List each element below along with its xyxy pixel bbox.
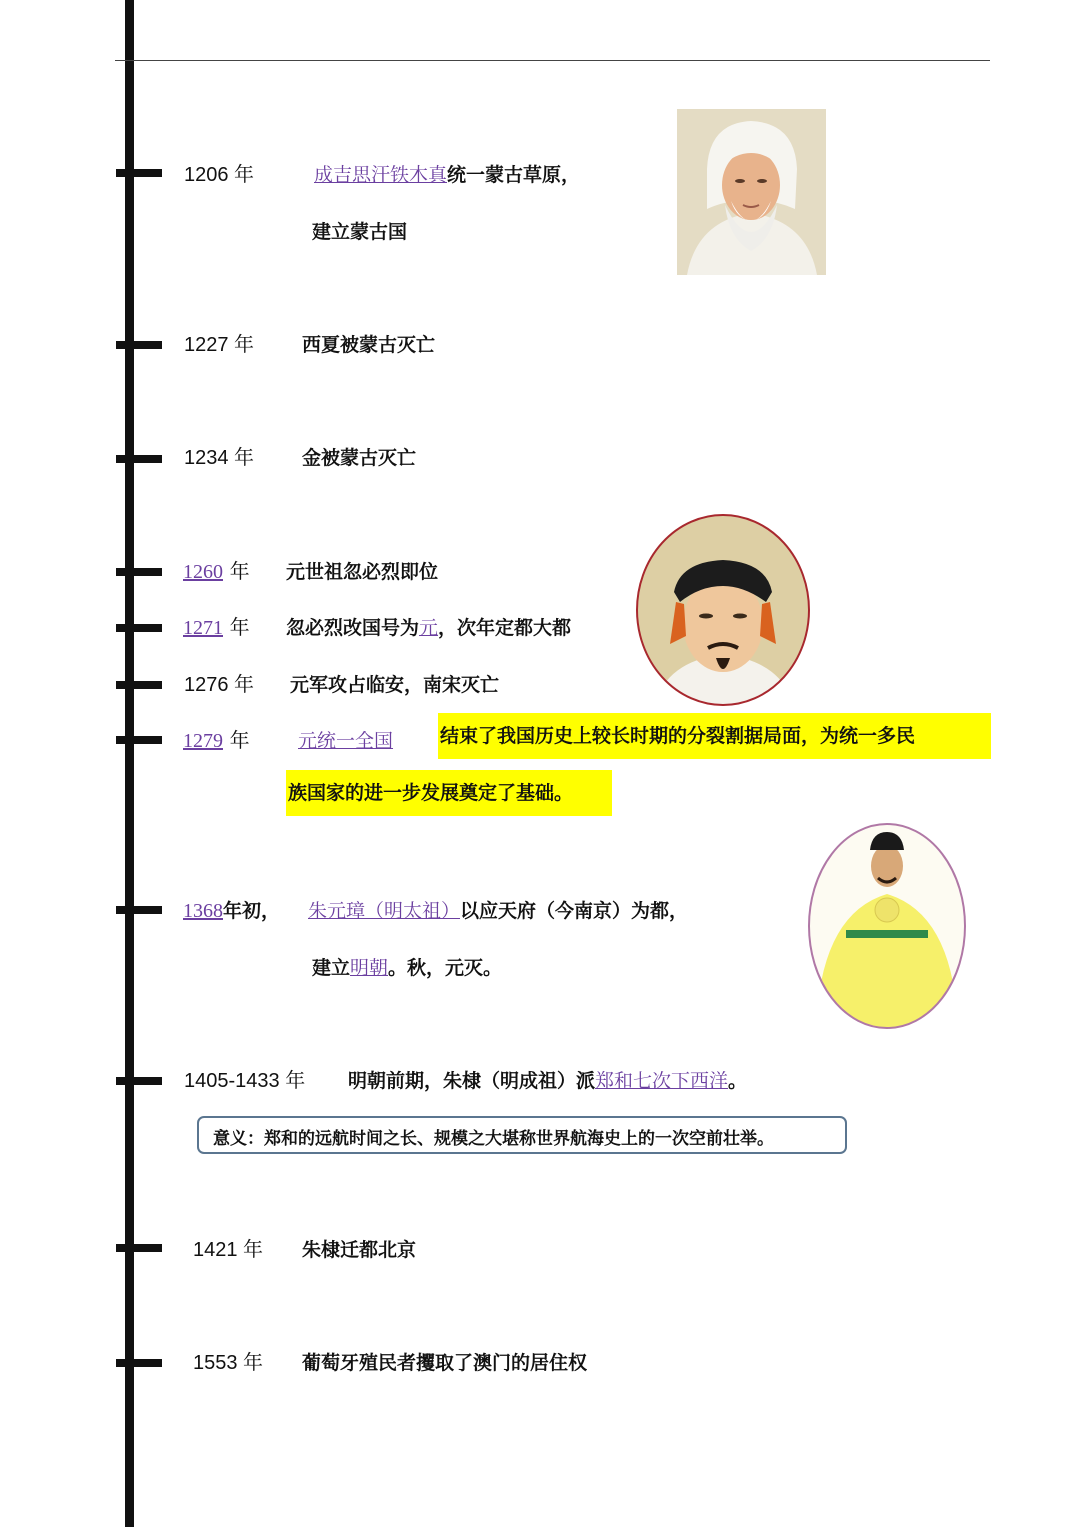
event-1368 [183,898,280,924]
event-year: 1234 年 [184,447,255,469]
kublai-khan-portrait [634,512,812,708]
significance-text: 意义：郑和的远航时间之长、规模之大堪称世界航海史上的一次空前壮举。 [213,1129,774,1149]
event-1206-line2: 建立蒙古国 [312,221,408,243]
year-1368-link[interactable]: 1368 [183,900,223,922]
event-1234 [184,445,254,471]
event-1271-text [286,615,571,641]
year-1260-link[interactable]: 1260 [183,561,223,583]
event-text: 建立 [312,957,351,979]
event-1553-text: 葡萄牙殖民者攫取了澳门的居住权 [302,1352,588,1374]
zhu-yuanzhang-portrait [806,822,968,1030]
ming-dynasty-link[interactable]: 明朝 [350,957,389,979]
significance-box [197,1116,847,1154]
timeline-axis [125,0,134,1527]
event-year: 1553 年 [193,1352,264,1374]
timeline-tick [116,681,162,689]
event-year: 1276 年 [184,674,255,696]
timeline-tick [116,169,162,177]
event-1206 [184,162,254,188]
timeline-tick [116,624,162,632]
event-text: 忽必烈改国号为 [286,617,420,639]
event-text: 以应天府（今南京）为都， [460,900,689,922]
event-1276-text: 元军攻占临安，南宋灭亡 [290,674,500,696]
event-1368-text [308,898,688,924]
timeline-tick [116,736,162,744]
event-text: ，次年定都大都 [438,617,572,639]
event-year-suffix: 年初， [223,900,281,922]
event-year-suffix: 年 [229,730,250,752]
timeline-tick [116,568,162,576]
event-1276 [184,672,254,698]
genghis-khan-link[interactable]: 成吉思汗铁木真 [314,164,448,186]
timeline-tick [116,1359,162,1367]
yuan-unification-link[interactable]: 元统一全国 [298,730,394,752]
event-1279 [183,728,250,754]
event-year: 1227 年 [184,334,255,356]
event-1234-text: 金被蒙古灭亡 [302,447,417,469]
event-year: 1206 年 [184,164,255,186]
event-1421-text: 朱棣迁都北京 [302,1239,417,1261]
event-text: 。秋，元灭。 [388,957,503,979]
zheng-he-link[interactable]: 郑和七次下西洋 [595,1070,729,1092]
genghis-khan-portrait [677,109,826,275]
timeline-tick [116,1077,162,1085]
timeline-tick [116,1244,162,1252]
timeline-tick [116,906,162,914]
timeline-tick [116,341,162,349]
event-1405 [184,1068,305,1094]
event-1260-text: 元世祖忽必烈即位 [286,561,439,583]
yuan-link[interactable]: 元 [419,617,439,639]
timeline-tick [116,455,162,463]
highlight-line-1: 结束了我国历史上较长时期的分裂割据局面，为统一多民 [438,713,991,759]
event-1421 [193,1237,263,1263]
year-1279-link[interactable]: 1279 [183,730,223,752]
event-1227 [184,332,254,358]
event-1271 [183,615,250,641]
event-year: 1405-1433 年 [184,1070,306,1092]
top-rule [115,60,990,61]
event-1260 [183,559,250,585]
event-1405-text [348,1068,747,1094]
event-year-suffix: 年 [229,617,250,639]
event-year-suffix: 年 [229,561,250,583]
event-year: 1421 年 [193,1239,264,1261]
zhu-yuanzhang-link[interactable]: 朱元璋（明太祖） [308,900,461,922]
event-1206-text [314,162,580,188]
event-1227-text: 西夏被蒙古灭亡 [302,334,436,356]
event-1279-text [298,728,393,754]
event-text: 明朝前期，朱棣（明成祖）派 [348,1070,596,1092]
event-1553 [193,1350,263,1376]
highlight-line-2: 族国家的进一步发展奠定了基础。 [286,770,612,816]
event-text: 。 [728,1070,748,1092]
event-text: 统一蒙古草原， [447,164,581,186]
event-1368-line2 [312,955,502,981]
year-1271-link[interactable]: 1271 [183,617,223,639]
